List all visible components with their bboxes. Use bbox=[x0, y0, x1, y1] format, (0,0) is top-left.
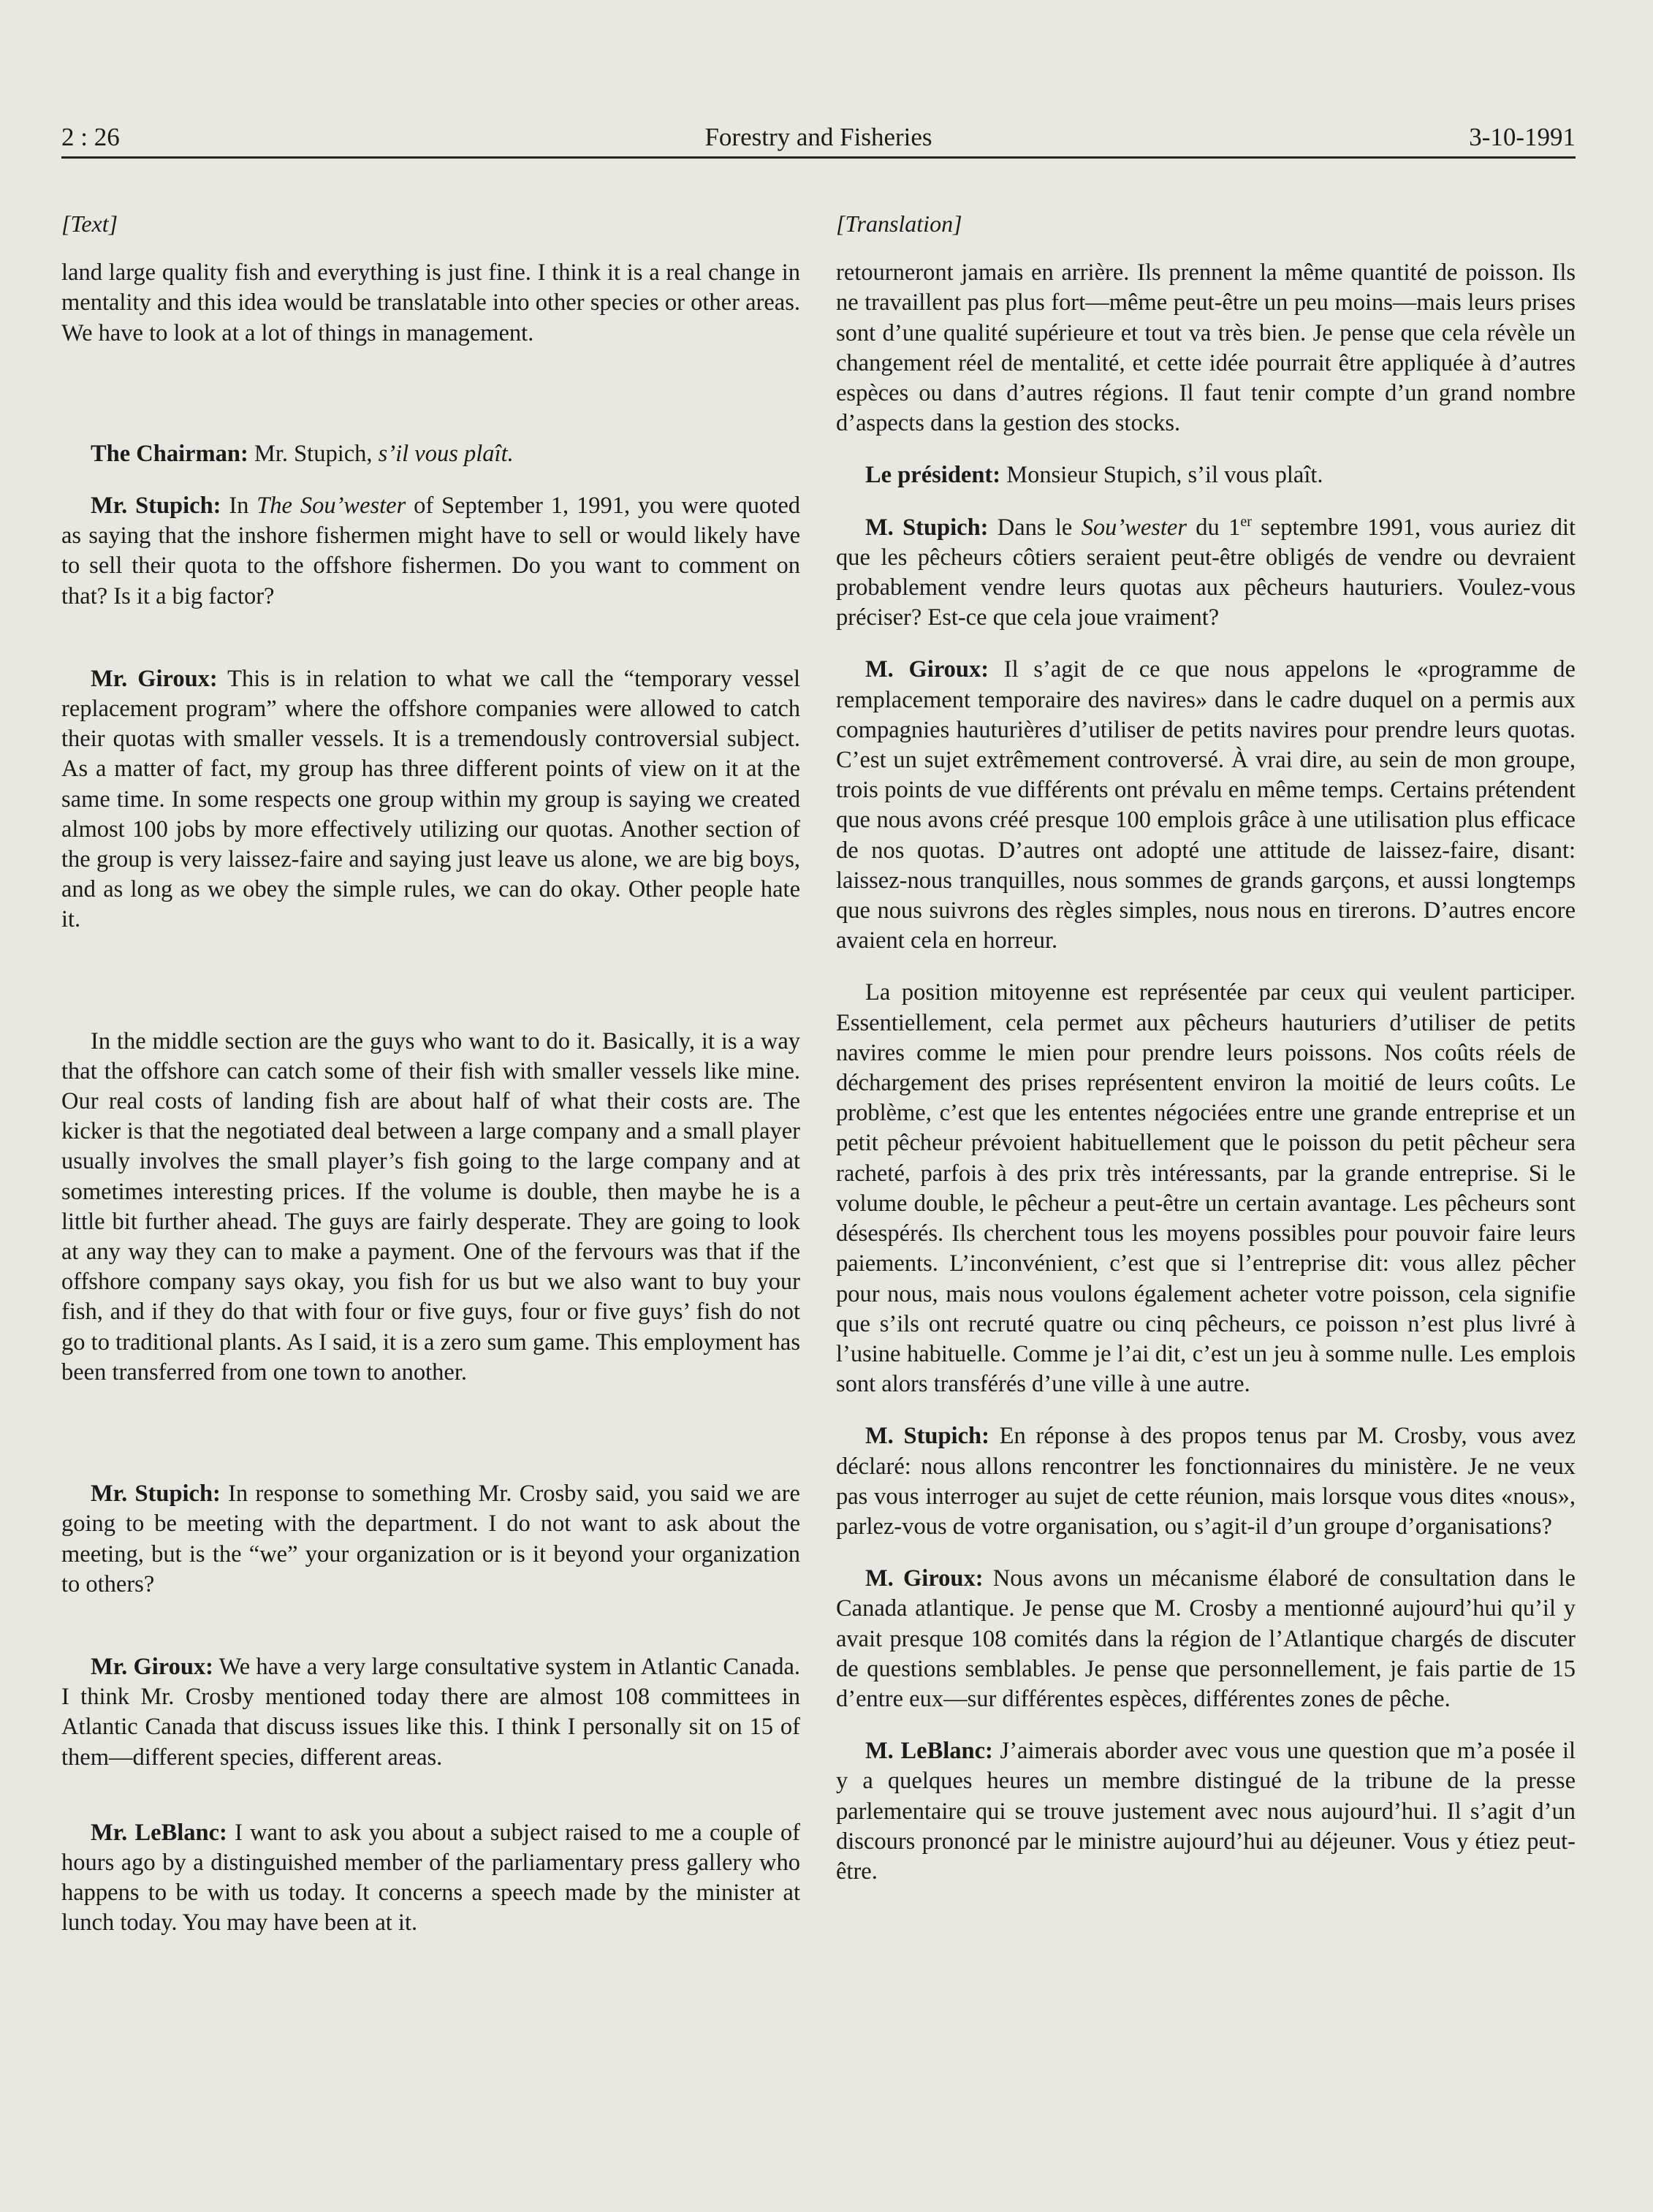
paragraph: M. Giroux: Il s’agit de ce que nous appelons le «programme de remplacement temporaire des navires» dans le cadre duquel on a permis aux compagnies hauturières d’utiliser de petits navires pour prendre leurs quotas. C’est un sujet extrêmement controversé. À vrai dire, au sein de mon groupe, trois points de vue différents ont prévalu en même temps. Certains prétendent que nous avons créé presque 100 emplois grâce à une utilisation plus efficace de nos quotas. D’autres ont adopté une attitude de laissez-faire, disant: laissez-nous tranquilles, nous sommes de grands garçons, et aussi longtemps que nous suivrons des règles simples, nous nous en tirerons. D’autres encore avaient cela en horreur. bbox=[836, 656, 1576, 954]
speaker-name: Mr. Stupich: bbox=[91, 1481, 221, 1508]
paragraph: retourneront jamais en arrière. Ils prennent la même quantité de poisson. Ils ne travaillent pas plus fort—même peut-être un peu moins—mais leurs prises sont d’une qualité supérieure et tout va très bien. Je pense que cela révèle un changement réel de mentalité, et cette idée pourrait être appliquée à d’autres espèces ou dans d’autres régions. Il faut tenir compte d’un grand nombre d’aspects dans la gestion des stocks. bbox=[836, 259, 1576, 437]
paragraph: Mr. LeBlanc: I want to ask you about a subject raised to me a couple of hours ago by a distinguished member of the parliamentary press gallery who happens to be with us today. It concerns a speech made by the minister at lunch today. You may have been at it. bbox=[61, 1819, 801, 1937]
paragraph: Mr. Giroux: This is in relation to what we call the “temporary vessel replacement program” where the offshore companies were allowed to catch their quotas with smaller vessels. It is a tremendously controversial subject. As a matter of fact, my group has three different points of view on it at the same time. In some respects one group within my group is saying we created almost 100 jobs by more effectively utilizing our quotas. Another section of the group is very laissez-faire and saying just leave us alone, we are big boys, and as long as we obey the simple rules, we can do okay. Other people hate it. bbox=[61, 665, 800, 933]
paragraph: Mr. Stupich: In The Sou’wester of September 1, 1991, you were quoted as saying that the inshore fishermen might have to sell or would likely have to sell their quota to the offshore fishermen. Do you want to comment on that? Is it a big factor? bbox=[61, 493, 800, 609]
speaker-name: Mr. Stupich: bbox=[91, 493, 221, 520]
speaker-name: Mr. Giroux: bbox=[91, 1653, 213, 1680]
paragraph: M. Giroux: Nous avons un mécanisme élaboré de consultation dans le Canada atlantique. Je pense que M. Crosby a mentionné aujourd’hui qu’il y avait presque 108 comités dans la région de l’Atlantique chargés de discuter de questions semblables. Je pense que personnellement, je fais partie de 15 d’entre eux—sur différentes espèces, différentes zones de pêche. bbox=[836, 1565, 1576, 1712]
paragraph: The Chairman: Mr. Stupich, s’il vous plaît. bbox=[91, 440, 514, 467]
french-column bbox=[836, 209, 1576, 1909]
paragraph: In the middle section are the guys who want to do it. Basically, it is a way that the offshore can catch some of their fish with smaller vessels like mine. Our real costs of landing fish are about half of what their costs are. The kicker is that the negotiated deal between a large company and a small player usually involves the small player’s fish going to the large company and at sometimes interesting prices. If the volume is double, then maybe he is a little bit further ahead. The guys are fairly desperate. They are going to look at any way they can to make a payment. One of the fervours was that if the offshore company says okay, you fish for us but we also want to buy your fish, and if they do that with four or five guys, four or five guys’ fish do not go to traditional plants. As I said, it is a zero sum game. This employment has been transferred from one town to another. bbox=[61, 1027, 800, 1386]
paragraph: La position mitoyenne est représentée par ceux qui veulent participer. Essentiellement, cela permet aux pêcheurs hauturiers d’utiliser de petits navires comme le mien pour prendre leurs poissons. Nos coûts réels de déchargement des prises représentent environ la moitié de leurs coûts. Le problème, c’est que les ententes négociées entre une grande entreprise et un petit pêcheur prévoient habituellement que le poisson du petit pêcheur sera racheté, parfois à des prix très intéressants, par la grande entreprise. Si le volume double, le pêcheur a peut-être un certain avantage. Les pêcheurs sont désespérés. Ils cherchent tous les moyens possibles pour pouvoir faire leurs paiements. L’inconvénient, c’est que si l’entreprise dit: vous allez pêcher pour nous, mais nous voulons également acheter votre poisson, cela signifie que s’ils ont recruté quatre ou cinq pêcheurs, ce poisson n’est plus livré à l’usine habituelle. Comme je l’ai dit, c’est un jeu à somme nulle. Les emplois sont alors transférés d’une ville à une autre. bbox=[836, 979, 1576, 1398]
paragraph: Mr. Stupich: In response to something Mr. Crosby said, you said we are going to be meeting with the department. I do not want to ask about the meeting, but is the “we” your organization or is it beyond your organization to others? bbox=[61, 1481, 800, 1597]
paragraph: Le président: Monsieur Stupich, s’il vous plaît. bbox=[865, 462, 1323, 489]
speaker-name: M. Giroux: bbox=[865, 656, 989, 683]
paragraph: Mr. Giroux: We have a very large consultative system in Atlantic Canada. I think Mr. Crosby mentioned today there are almost 108 committees in Atlantic Canada that discuss issues like this. I think I personally sit on 15 of them—different species, different areas. bbox=[61, 1653, 800, 1771]
translation-tag: [Translation] bbox=[836, 210, 962, 237]
speaker-name: M. Giroux: bbox=[865, 1565, 984, 1592]
speaker-name: M. LeBlanc: bbox=[865, 1738, 993, 1765]
paragraph: M. Stupich: Dans le Sou’wester du 1er septembre 1991, vous auriez dit que les pêcheurs côtiers seraient peut-être obligés de vendre ou devraient probablement vendre leurs quotas aux pêcheurs hauturiers. Voulez-vous préciser? Est-ce que cela joue vraiment? bbox=[836, 513, 1576, 631]
speaker-name: M. Stupich: bbox=[865, 514, 989, 541]
paragraph: M. LeBlanc: J’aimerais aborder avec vous une question que m’a posée il y a quelques heures un membre distingué de la tribune de la presse parlementaire qui se trouve justement avec nous aujourd’hui. Il s’agit d’un discours prononcé par le ministre aujourd’hui au déjeuner. Vous y étiez peut-être. bbox=[836, 1738, 1576, 1885]
publication-title: Forestry and Fisheries bbox=[704, 123, 932, 151]
paragraph: land large quality fish and everything is just fine. I think it is a real change in mentality and this idea would be translatable into other species or other areas. We have to look at a lot of things in management. bbox=[61, 259, 800, 346]
page-number: 2 : 26 bbox=[61, 123, 120, 151]
text-tag: [Text] bbox=[61, 210, 118, 237]
english-column bbox=[61, 209, 800, 1961]
page-header bbox=[61, 117, 1576, 159]
speaker-name: Mr. LeBlanc: bbox=[91, 1819, 227, 1846]
speaker-name: Mr. Giroux: bbox=[91, 665, 218, 692]
speaker-name: Le président: bbox=[865, 462, 1001, 489]
speaker-name: M. Stupich: bbox=[865, 1423, 989, 1450]
publication-date: 3-10-1991 bbox=[1469, 123, 1576, 151]
paragraph: M. Stupich: En réponse à des propos tenus par M. Crosby, vous avez déclaré: nous allons rencontrer les fonctionnaires du ministère. Je ne veux pas vous interroger au sujet de cette réunion, mais lorsque vous dites «nous», parlez-vous de votre organisation, ou s’agit-il d’un groupe d’organisations? bbox=[836, 1423, 1576, 1540]
speaker-name: The Chairman: bbox=[91, 440, 248, 467]
